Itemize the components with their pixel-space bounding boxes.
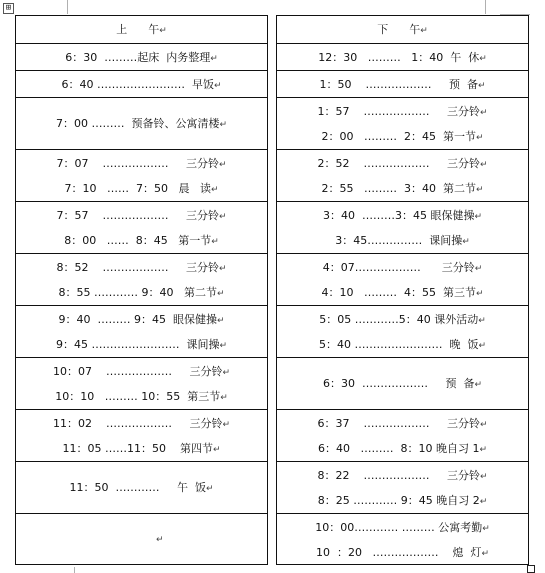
schedule-entry [16, 157, 267, 172]
morning-header-cell[interactable] [16, 16, 267, 43]
entry-text: 8：00 …… 8：45 第一节 [64, 234, 212, 247]
margin-mark-top-left [67, 0, 68, 14]
paragraph-mark: ↵ [218, 212, 227, 222]
schedule-entry [277, 157, 528, 172]
entry-text: 7：10 …… 7：50 晨 读 [64, 182, 211, 195]
schedule-entry [277, 442, 528, 457]
schedule-entry [277, 261, 528, 276]
schedule-entry [277, 286, 528, 301]
afternoon-row-2[interactable] [277, 70, 528, 97]
paragraph-mark: ↵ [220, 393, 228, 403]
schedule-entry [16, 117, 267, 132]
entry-text: 8：22 ……………… 三分铃 [317, 469, 480, 482]
paragraph-mark: ↵ [210, 185, 219, 195]
entry-text: 8：25 ………… 9：45 晚自习 2 [317, 494, 480, 507]
morning-row-8[interactable] [16, 357, 267, 409]
schedule-entry [277, 78, 528, 93]
schedule-entry [277, 313, 528, 328]
paragraph-mark: ↵ [479, 497, 488, 507]
afternoon-row-5[interactable] [277, 201, 528, 253]
schedule-entry [277, 209, 528, 224]
table-resize-handle[interactable] [527, 565, 535, 573]
paragraph-mark: ↵ [219, 341, 228, 351]
paragraph-mark: ↵ [474, 380, 482, 390]
schedule-entry [16, 481, 267, 496]
paragraph-mark: ↵ [211, 237, 219, 247]
paragraph-mark: ↵ [478, 316, 486, 326]
entry-text: 3：40 ………3：45 眼保健操 [322, 209, 475, 222]
paragraph-mark: ↵ [481, 549, 489, 559]
paragraph-mark: ↵ [210, 54, 218, 64]
entry-text: 3：45…………… 课间操 [335, 234, 463, 247]
schedule-entry [16, 417, 267, 432]
schedule-entry [277, 546, 528, 561]
table-move-handle[interactable]: ⊞ [3, 3, 14, 14]
morning-row-5[interactable] [16, 201, 267, 253]
paragraph-mark: ↵ [475, 289, 484, 299]
paragraph-mark: ↵ [216, 289, 225, 299]
entry-text: 2：52 ……………… 三分铃 [317, 157, 480, 170]
paragraph-mark: ↵ [479, 472, 488, 482]
entry-text: 10：00………… ……… 公寓考勤 [315, 521, 483, 534]
schedule-entry [16, 209, 267, 224]
schedule-entry [16, 338, 267, 353]
morning-row-2[interactable] [16, 70, 267, 97]
schedule-entry [277, 521, 528, 536]
schedule-entry [277, 130, 528, 145]
paragraph-mark: ↵ [479, 445, 487, 455]
paragraph-mark: ↵ [474, 264, 483, 274]
afternoon-row-4[interactable] [277, 149, 528, 201]
paragraph-mark: ↵ [477, 81, 486, 91]
morning-header-label [16, 23, 267, 38]
morning-row-11[interactable] [16, 513, 267, 566]
paragraph-mark: ↵ [475, 185, 484, 195]
afternoon-header-cell[interactable] [277, 16, 528, 43]
paragraph-mark: ↵ [479, 54, 487, 64]
schedule-entry [16, 78, 267, 93]
schedule-entry [277, 105, 528, 120]
margin-mark-bottom-left [74, 567, 75, 573]
entry-text: 1：50 ……………… 预 备 [319, 78, 478, 91]
entry-text: 11：02 ……………… 三分铃 [52, 417, 223, 430]
entry-text: 7：07 ……………… 三分铃 [56, 157, 219, 170]
morning-row-4[interactable] [16, 149, 267, 201]
entry-text: 11：50 ………… 午 饭 [69, 481, 206, 494]
paragraph-mark: ↵ [462, 237, 470, 247]
schedule-entry [277, 377, 528, 392]
paragraph-mark: ↵ [216, 316, 225, 326]
entry-text: 4：07……………… 三分铃 [322, 261, 475, 274]
entry-text: 7：00 ……… 预备铃、公寓清楼 [55, 117, 220, 130]
schedule-entry [16, 286, 267, 301]
entry-text: 10：07 ……………… 三分铃 [52, 365, 223, 378]
entry-text: 4：10 ……… 4：55 第三节 [321, 286, 476, 299]
afternoon-row-8[interactable] [277, 357, 528, 409]
paragraph-mark: ↵ [479, 420, 488, 430]
schedule-entry [277, 234, 528, 249]
schedule-entry [16, 182, 267, 197]
entry-text: 上 午 [116, 23, 160, 36]
paragraph-mark: ↵ [482, 524, 490, 534]
entry-text: 10 ：20 ……………… 熄 灯 [315, 546, 482, 559]
entry-text: 2：00 ……… 2：45 第一节 [321, 130, 476, 143]
entry-text: 5：05 …………5：40 课外活动 [319, 313, 479, 326]
schedule-entry [277, 469, 528, 484]
afternoon-row-7[interactable] [277, 305, 528, 357]
entry-text: 8：52 ……………… 三分铃 [56, 261, 219, 274]
schedule-entry [277, 494, 528, 509]
schedule-entry [16, 442, 267, 457]
paragraph-mark: ↵ [222, 368, 230, 378]
schedule-entry [16, 365, 267, 380]
afternoon-row-1[interactable] [277, 43, 528, 70]
morning-row-10[interactable] [16, 461, 267, 513]
schedule-entry [16, 390, 267, 405]
afternoon-row-9[interactable] [277, 409, 528, 461]
paragraph-mark: ↵ [219, 120, 228, 130]
afternoon-row-10[interactable] [277, 461, 528, 513]
entry-text: 10：10 ……… 10：55 第三节 [55, 390, 221, 403]
afternoon-schedule-table [276, 15, 529, 565]
paragraph-mark: ↵ [156, 535, 164, 545]
entry-text: 下 午 [377, 23, 421, 36]
morning-row-1[interactable] [16, 43, 267, 70]
paragraph-mark: ↵ [213, 81, 222, 91]
afternoon-header-label [277, 23, 528, 38]
entry-text: 12：30 ……… 1：40 午 休 [318, 51, 480, 64]
entry-text: 11：05 ……11：50 第四节 [62, 442, 213, 455]
paragraph-mark: ↵ [212, 445, 221, 455]
entry-text: 8：55 ………… 9：40 第二节 [58, 286, 217, 299]
entry-text: 9：45 …………………… 课间操 [55, 338, 220, 351]
entry-text: 6：37 ……………… 三分铃 [317, 417, 480, 430]
schedule-entry [277, 51, 528, 66]
morning-row-3[interactable] [16, 97, 267, 149]
schedule-entry [16, 51, 267, 66]
morning-row-6[interactable] [16, 253, 267, 305]
entry-text: 6：30 ……………… 预 备 [322, 377, 475, 390]
schedule-entry [277, 182, 528, 197]
schedule-entry [16, 261, 267, 276]
schedule-entry [277, 338, 528, 353]
paragraph-mark: ↵ [205, 484, 214, 494]
paragraph-mark: ↵ [479, 108, 488, 118]
entry-text: 2：55 ……… 3：40 第二节 [321, 182, 476, 195]
afternoon-row-11[interactable] [277, 513, 528, 566]
entry-text: 1：57 ……………… 三分铃 [317, 105, 480, 118]
paragraph-mark: ↵ [479, 160, 488, 170]
paragraph-mark: ↵ [222, 420, 230, 430]
entry-text: 7：57 ……………… 三分铃 [56, 209, 219, 222]
margin-mark-top-right [485, 0, 486, 14]
entry-text: 9：40 ……… 9：45 眼保健操 [58, 313, 217, 326]
morning-schedule-table [15, 15, 268, 565]
entry-text: 6：30 ………起床 内务整理 [65, 51, 211, 64]
afternoon-row-3[interactable] [277, 97, 528, 149]
paragraph-mark: ↵ [475, 133, 484, 143]
morning-row-7[interactable] [16, 305, 267, 357]
entry-text: 6：40 ……… 8：10 晚自习 1 [317, 442, 480, 455]
morning-row-9[interactable] [16, 409, 267, 461]
paragraph-mark: ↵ [218, 264, 227, 274]
afternoon-row-6[interactable] [277, 253, 528, 305]
paragraph-mark: ↵ [478, 341, 487, 351]
entry-text: 6：40 …………………… 早饭 [61, 78, 214, 91]
paragraph-mark: ↵ [159, 26, 167, 36]
paragraph-mark: ↵ [218, 160, 227, 170]
paragraph-mark: ↵ [420, 26, 428, 36]
schedule-entry [277, 417, 528, 432]
entry-text: 5：40 …………………… 晚 饭 [318, 338, 479, 351]
schedule-entry [16, 313, 267, 328]
paragraph-mark: ↵ [474, 212, 483, 222]
schedule-entry [16, 234, 267, 249]
